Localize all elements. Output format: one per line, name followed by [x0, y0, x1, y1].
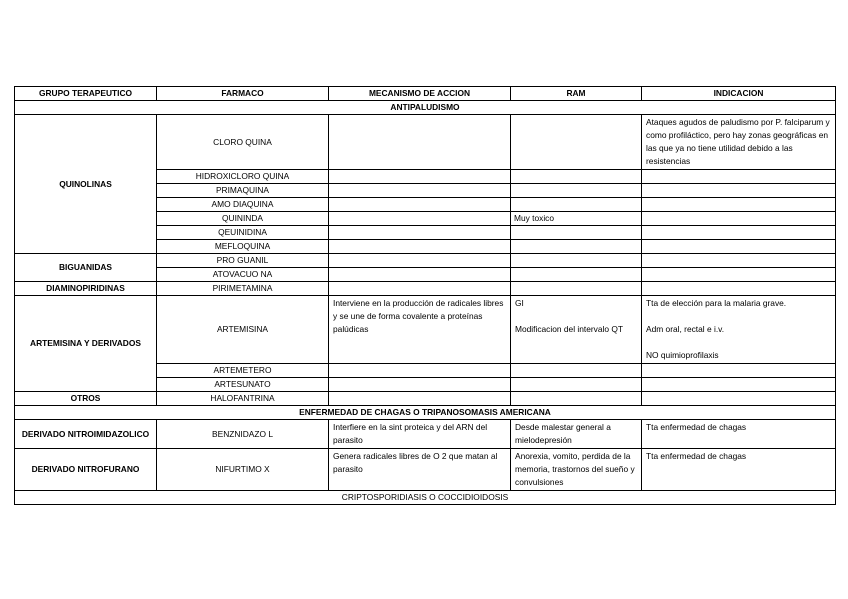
drug-primaquina: PRIMAQUINA: [157, 184, 329, 198]
cell-artemisina-indicacion: [642, 296, 836, 364]
ram-line: Modificacion del intervalo QT: [515, 324, 623, 334]
group-quinolinas: QUINOLINAS: [15, 115, 157, 254]
cell-empty: [329, 268, 511, 282]
cell-empty: [329, 240, 511, 254]
cell-nifurtimox-ram: Anorexia, vomito, perdida de la memoria, trastornos del sueño y convulsiones: [511, 449, 642, 491]
cell-empty: [329, 254, 511, 268]
cell-empty: [511, 115, 642, 170]
cell-quininda-ram: Muy toxico: [511, 212, 642, 226]
cell-artemisina-mecanismo: Interviene en la producción de radicales libres y se une de forma covalente a proteínas palúdicas: [329, 296, 511, 364]
cell-empty: [511, 378, 642, 392]
group-otros: OTROS: [15, 392, 157, 406]
cell-empty: [329, 282, 511, 296]
drug-artesunato: ARTESUNATO: [157, 378, 329, 392]
group-biguanidas: BIGUANIDAS: [15, 254, 157, 282]
drug-hidroxicloroquina: HIDROXICLORO QUINA: [157, 170, 329, 184]
table-row: [15, 296, 836, 364]
drug-cloroquina: CLORO QUINA: [157, 115, 329, 170]
indicacion-line: Tta de elección para la malaria grave.: [646, 298, 787, 308]
header-grupo: GRUPO TERAPEUTICO: [15, 87, 157, 101]
cell-empty: [329, 364, 511, 378]
group-artemisina: ARTEMISINA Y DERIVADOS: [15, 296, 157, 392]
cell-empty: [329, 212, 511, 226]
cell-empty: [642, 254, 836, 268]
cell-empty: [642, 392, 836, 406]
cell-empty: [642, 282, 836, 296]
cell-empty: [511, 198, 642, 212]
drug-benznidazol: BENZNIDAZO L: [157, 420, 329, 449]
section-cripto: CRIPTOSPORIDIASIS O COCCIDIOIDOSIS: [15, 491, 836, 505]
drug-amodiaquina: AMO DIAQUINA: [157, 198, 329, 212]
table-row: [15, 449, 836, 491]
drug-pirimetamina: PIRIMETAMINA: [157, 282, 329, 296]
cell-empty: [329, 115, 511, 170]
cell-empty: [642, 226, 836, 240]
section-chagas: ENFERMEDAD DE CHAGAS O TRIPANOSOMASIS AMERICANA: [15, 406, 836, 420]
cell-empty: [642, 364, 836, 378]
group-diaminopiridinas: DIAMINOPIRIDINAS: [15, 282, 157, 296]
cell-cloroquina-indicacion: Ataques agudos de paludismo por P. falciparum y como profiláctico, pero hay zonas geográficas en las que ya no tiene utilidad debido a las resistencias: [642, 115, 836, 170]
cell-empty: [642, 240, 836, 254]
section-row: [15, 491, 836, 505]
cell-empty: [511, 268, 642, 282]
indicacion-line: NO quimioprofilaxis: [646, 350, 719, 360]
section-row: [15, 406, 836, 420]
cell-empty: [511, 254, 642, 268]
cell-empty: [329, 392, 511, 406]
cell-empty: [511, 184, 642, 198]
cell-empty: [511, 364, 642, 378]
header-farmaco: FARMACO: [157, 87, 329, 101]
header-mecanismo: MECANISMO DE ACCION: [329, 87, 511, 101]
cell-empty: [511, 392, 642, 406]
header-ram: RAM: [511, 87, 642, 101]
table-row: [15, 392, 836, 406]
group-nitrofurano: DERIVADO NITROFURANO: [15, 449, 157, 491]
ram-line: GI: [515, 298, 524, 308]
drug-proguanil: PRO GUANIL: [157, 254, 329, 268]
drug-halofantrina: HALOFANTRINA: [157, 392, 329, 406]
cell-empty: [511, 240, 642, 254]
cell-benznidazol-indicacion: Tta enfermedad de chagas: [642, 420, 836, 449]
drug-artemetero: ARTEMETERO: [157, 364, 329, 378]
cell-empty: [329, 378, 511, 392]
cell-empty: [642, 268, 836, 282]
header-indicacion: INDICACION: [642, 87, 836, 101]
cell-empty: [511, 170, 642, 184]
table-row: [15, 420, 836, 449]
indicacion-line: Adm oral, rectal e i.v.: [646, 324, 725, 334]
drug-artemisina: ARTEMISINA: [157, 296, 329, 364]
cell-empty: [642, 170, 836, 184]
cell-empty: [329, 170, 511, 184]
cell-empty: [642, 198, 836, 212]
cell-empty: [642, 378, 836, 392]
cell-empty: [329, 226, 511, 240]
drug-atovacuona: ATOVACUO NA: [157, 268, 329, 282]
cell-empty: [642, 184, 836, 198]
header-row: [15, 87, 836, 101]
cell-empty: [329, 184, 511, 198]
group-nitroimidazolico: DERIVADO NITROIMIDAZOLICO: [15, 420, 157, 449]
table-row: [15, 115, 836, 170]
drug-nifurtimox: NIFURTIMO X: [157, 449, 329, 491]
cell-empty: [329, 198, 511, 212]
cell-benznidazol-mecanismo: Interfiere en la sint proteica y del ARN del parasito: [329, 420, 511, 449]
table-row: [15, 282, 836, 296]
section-antipaludismo: ANTIPALUDISMO: [15, 101, 836, 115]
cell-artemisina-ram: [511, 296, 642, 364]
section-row: [15, 101, 836, 115]
drug-table: [14, 86, 836, 505]
drug-qeuinidina: QEUINIDINA: [157, 226, 329, 240]
cell-nifurtimox-indicacion: Tta enfermedad de chagas: [642, 449, 836, 491]
cell-nifurtimox-mecanismo: Genera radicales libres de O 2 que matan al parasito: [329, 449, 511, 491]
table-row: [15, 254, 836, 268]
cell-empty: [511, 226, 642, 240]
cell-benznidazol-ram: Desde malestar general a mielodepresión: [511, 420, 642, 449]
drug-mefloquina: MEFLOQUINA: [157, 240, 329, 254]
drug-quininda: QUININDA: [157, 212, 329, 226]
cell-empty: [642, 212, 836, 226]
cell-empty: [511, 282, 642, 296]
